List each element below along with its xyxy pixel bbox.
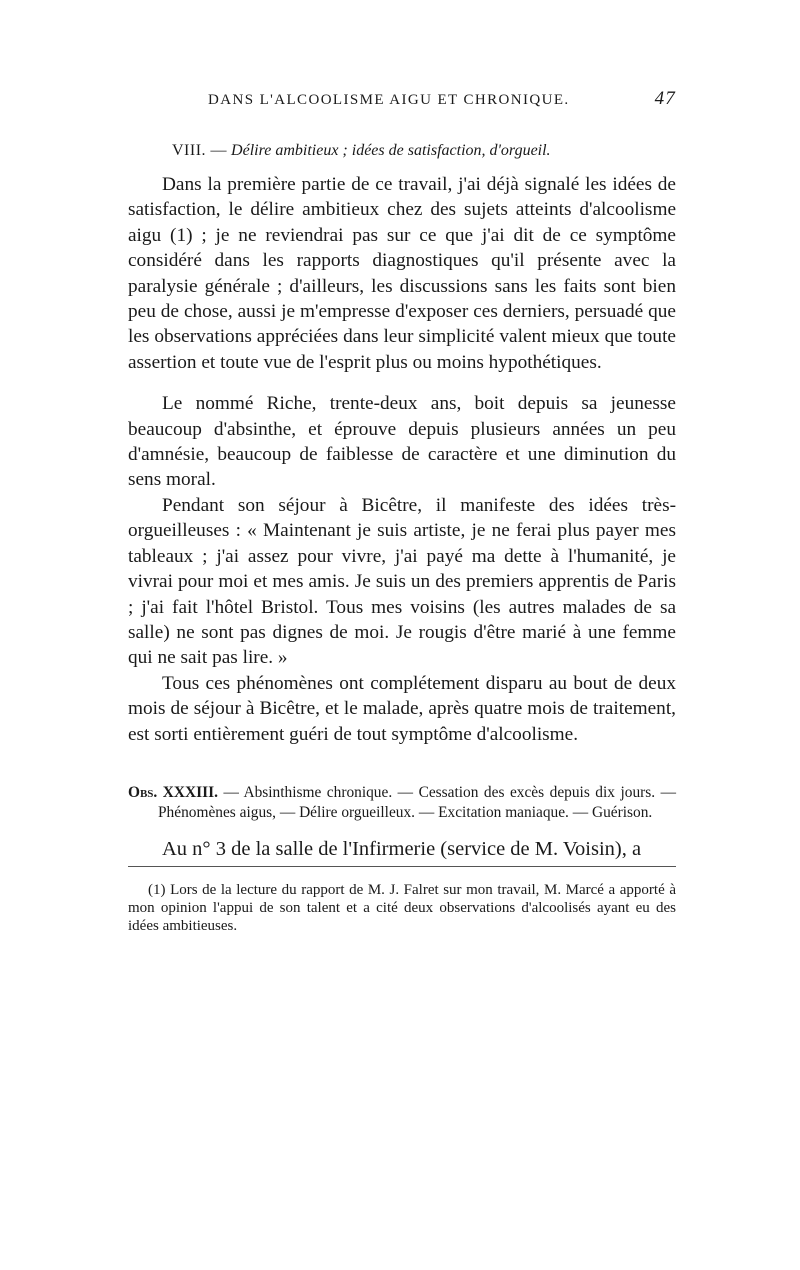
paragraph-2: Le nommé Riche, trente-deux ans, boit depuis sa jeunesse beaucoup d'absinthe, et éprouve depuis plusieurs années un peu d'amnésie, beaucoup de faiblesse de caractère et une diminution du sens moral.	[128, 393, 676, 491]
running-head-title: DANS L'ALCOOLISME AIGU ET CHRONIQUE.	[208, 92, 570, 108]
page-number: 47	[654, 88, 676, 109]
footnote-rule	[128, 866, 676, 867]
paragraph-1: Dans la première partie de ce travail, j'ai déjà signalé les idées de satisfaction, le délire ambitieux chez des sujets atteints d'alcoolisme aigu (1) ; je ne reviendrai pas sur ce que j'ai dit de ce symptôme considéré dans les rapports diagnostiques qu'il présente avec la paralysie générale ; d'ailleurs, les discussions sans les faits sont bien peu de chose, aussi je m'empresse d'exposer ces derniers, persuadé que les observations appréciées dans leur simplicité valent mieux que toute assertion et toute vue de l'esprit plus ou moins hypothétiques.	[128, 174, 676, 373]
paragraph-3: Pendant son séjour à Bicêtre, il manifeste des idées très-orgueilleuses : « Maintenant je suis artiste, je ne ferai plus payer mes tableaux ; j'ai assez pour vivre, j'ai payé ma dette à l'humanité, je vivrai pour moi et mes amis. Je suis un des premiers apprentis de Paris ; j'ai fait l'hôtel Bristol. Tous mes voisins (les autres malades de sa salle) ne sont pas dignes de moi. Je rougis d'être marié à une femme qui ne sait pas lire. »	[128, 494, 676, 669]
section-heading	[172, 142, 676, 160]
book-page	[128, 88, 676, 935]
paragraph-5: Au n° 3 de la salle de l'Infirmerie (service de M. Voisin), a	[162, 837, 642, 860]
paragraph-4: Tous ces phénomènes ont complétement disparu au bout de deux mois de séjour à Bicêtre, et le malade, après quatre mois de traitement, est sorti entièrement guéri de tout symptôme d'alcoolisme.	[128, 672, 676, 745]
observation-text: — Absinthisme chronique. — Cessation des excès depuis dix jours. — Phénomènes aigus, — Délire orgueilleux. — Excitation maniaque. — Guérison.	[158, 783, 676, 821]
observation-label: Obs. XXXIII.	[128, 783, 218, 801]
section-number: VIII. —	[172, 142, 228, 159]
footnote: (1) Lors de la lecture du rapport de M. J. Falret sur mon travail, M. Marcé a apporté à mon opinion l'appui de son talent et a cité deux observations d'alcoolisés ayant eu des idées ambitieuses.	[128, 882, 676, 935]
section-title: Délire ambitieux ; idées de satisfaction, d'orgueil.	[231, 142, 551, 159]
observation-heading	[128, 783, 676, 823]
running-head	[128, 88, 676, 120]
